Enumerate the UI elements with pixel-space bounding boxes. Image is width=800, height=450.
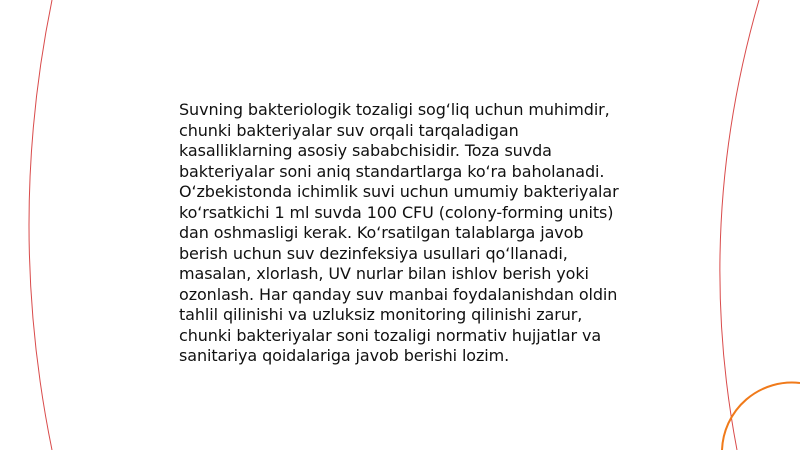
- right-arc-decoration: [720, 0, 759, 450]
- body-paragraph: Suvning bakteriologik tozaligi sog‘liq uchun muhimdir, chunki bakteriyalar suv orqali tarqaladigan kasalliklarning asosiy sababchisidir. Toza suvda bakteriyalar soni aniq standartlarga ko‘ra baholanadi. O‘zbekistonda ichimlik suvi uchun umumiy bakteriyalar ko‘rsatkichi 1 ml suvda 100 CFU (colony-forming units) dan oshmasligi kerak. Ko‘rsatilgan talablarga javob berish uchun suv dezinfeksiya usullari qo‘llanadi, masalan, xlorlash, UV nurlar bilan ishlov berish yoki ozonlash. Har qanday suv manbai foydalanishdan oldin tahlil qilinishi va uzluksiz monitoring qilinishi zarur, chunki bakteriyalar soni tozaligi normativ hujjatlar va sanitariya qoidalariga javob berishi lozim.: [179, 100, 619, 365]
- left-arc-decoration: [29, 0, 52, 450]
- orange-circle-decoration: [722, 383, 800, 450]
